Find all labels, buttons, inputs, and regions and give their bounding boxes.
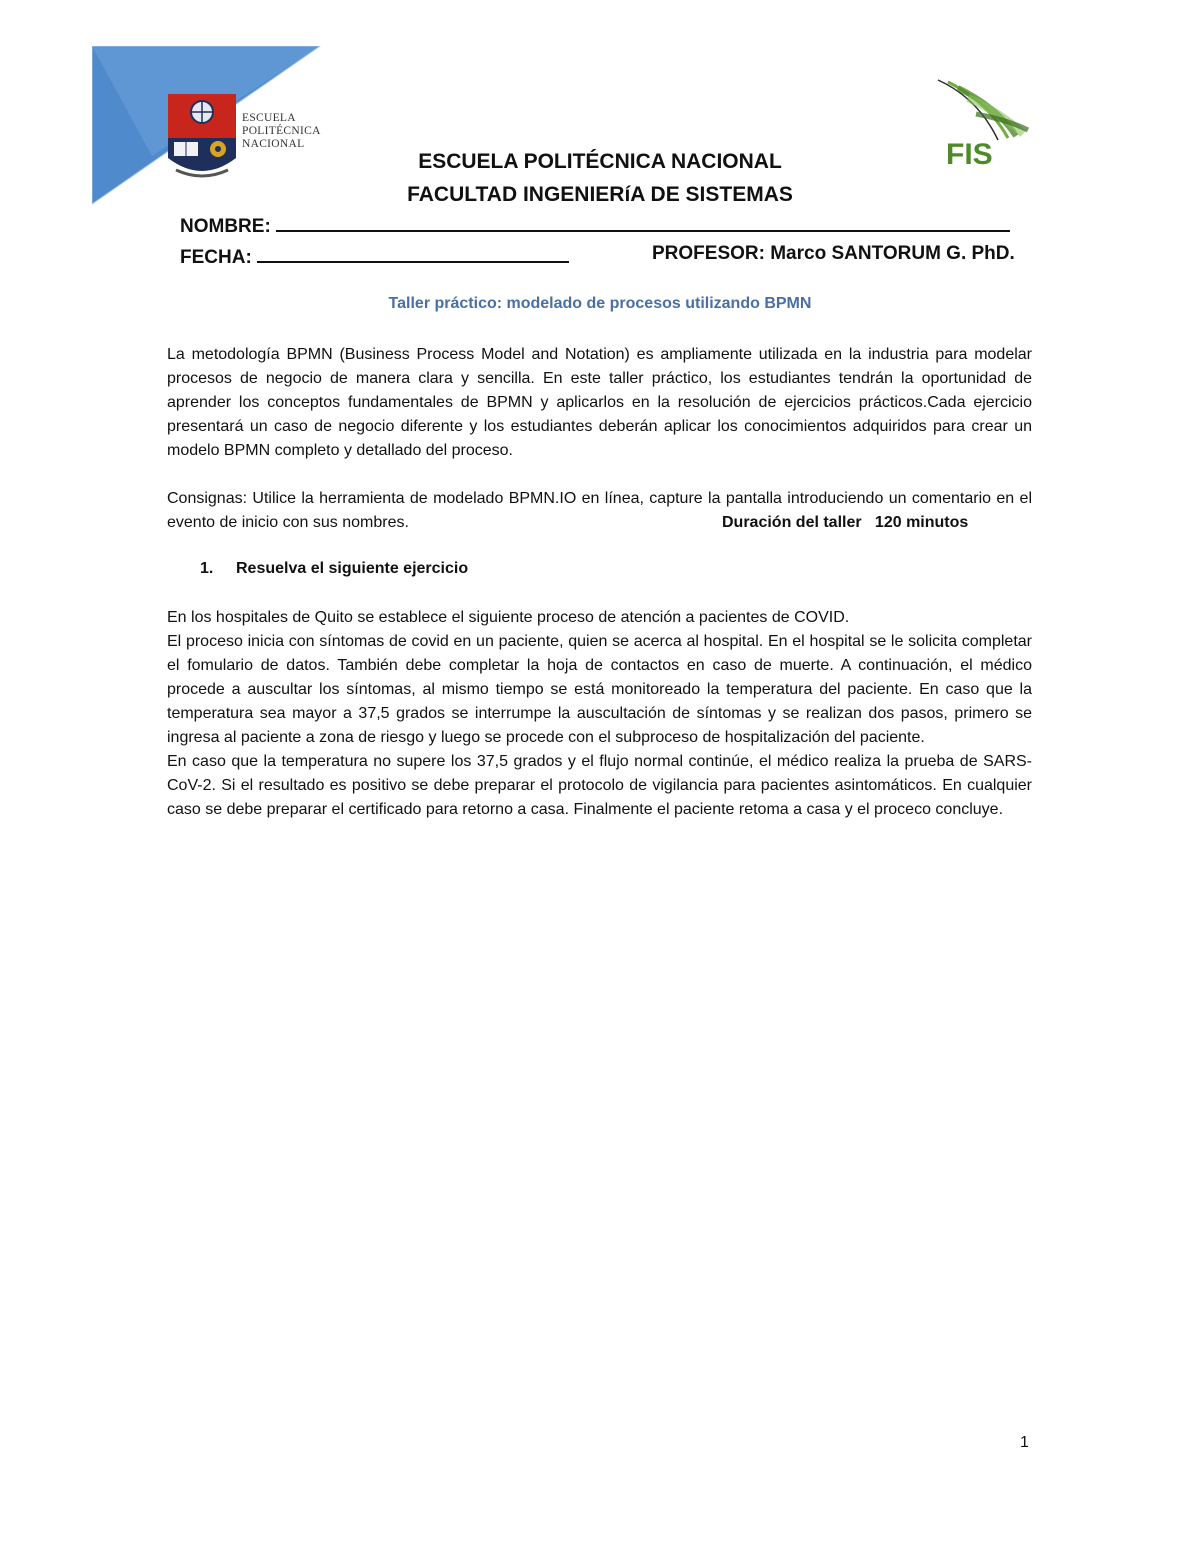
fecha-label: FECHA: [180, 247, 252, 268]
problem-paragraph-2: El proceso inicia con síntomas de covid en un paciente, quien se acerca al hospital. En el hospital se le solicita completar el fomulario de datos. También debe completar la hoja de contactos en caso de muerte. A continuación, el médico procede a auscultar los síntomas, al mismo tiempo se está monitoreado la temperatura del paciente. En caso que la temperatura sea mayor a 37,5 grados se interrumpe la auscultación de síntomas y se realizan dos pasos, primero se ingresa al paciente a zona de riesgo y luego se procede con el subproceso de hospitalización del paciente. [167, 633, 1032, 746]
problem-paragraph-1: En los hospitales de Quito se establece el siguiente proceso de atención a pacientes de COVID. [167, 609, 850, 626]
exercise-heading [200, 560, 468, 578]
nombre-blank[interactable] [276, 212, 1010, 232]
faculty-title: FACULTAD INGENIERíA DE SISTEMAS [407, 183, 793, 206]
fecha-field [180, 243, 569, 269]
fis-logo-text: FIS [946, 138, 993, 170]
problem-paragraph-3: En caso que la temperatura no supere los 37,5 grados y el flujo normal continúe, el médico realiza la prueba de SARS-CoV-2. Si el resultado es positivo se debe preparar el protocolo de vigilancia para pacientes asintomáticos. En cualquier caso se debe preparar el certificado para retorno a casa. Finalmente el paciente retoma a casa y el proceco concluye. [167, 753, 1032, 818]
nombre-field [180, 212, 1010, 238]
nombre-label: NOMBRE: [180, 216, 271, 237]
workshop-subtitle: Taller práctico: modelado de procesos utilizando BPMN [388, 295, 812, 312]
profesor-label: PROFESOR: Marco SANTORUM G. PhD. [652, 243, 1015, 264]
fecha-blank[interactable] [257, 243, 569, 263]
epn-logo-text: ESCUELA POLITÉCNICA NACIONAL [242, 112, 321, 150]
consignas-block [167, 487, 1032, 535]
duracion-label: Duración del taller 120 minutos [722, 514, 969, 531]
problem-statement [167, 606, 1032, 822]
exercise-title: Resuelva el siguiente ejercicio [236, 560, 469, 577]
page-number: 1 [1020, 1434, 1029, 1451]
consignas-text: Consignas: Utilice la herramienta de modelado BPMN.IO en línea, capture la pantalla introduciendo un comentario en el evento de inicio con sus nombres. [167, 490, 1032, 531]
intro-text: La metodología BPMN (Business Process Model and Notation) es ampliamente utilizada en la industria para modelar procesos de negocio de manera clara y sencilla. En este taller práctico, los estudiantes tendrán la oportunidad de aprender los conceptos fundamentales de BPMN y aplicarlos en la resolución de ejercicios prácticos.Cada ejercicio presentará un caso de negocio diferente y los estudiantes deberán aplicar los conocimientos adquiridos para crear un modelo BPMN completo y detallado del proceso. [167, 346, 1032, 459]
intro-paragraph [167, 343, 1032, 463]
institution-title: ESCUELA POLITÉCNICA NACIONAL [418, 150, 782, 173]
exercise-number: 1. [200, 560, 214, 577]
